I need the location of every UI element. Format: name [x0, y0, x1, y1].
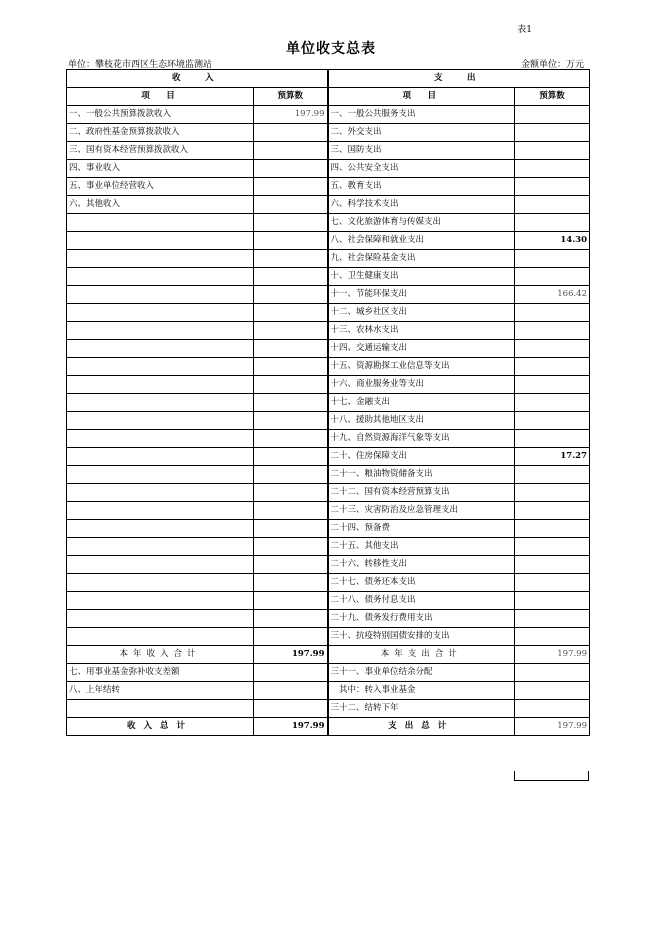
income-value-cell: [254, 556, 328, 574]
section-header-row: [67, 70, 590, 88]
expense-item-cell: 二十二、国有资本经营预算支出: [328, 484, 515, 502]
expense-item-cell: 五、教育支出: [328, 178, 515, 196]
expense-value-cell: [515, 520, 590, 538]
income-budget-header: 预算数: [254, 88, 328, 106]
income-item-cell: [67, 376, 254, 394]
expense-item-cell: 二十一、粮油物资储备支出: [328, 466, 515, 484]
income-item-cell: 一、一般公共预算拨款收入: [67, 106, 254, 124]
income-item-cell: [67, 538, 254, 556]
expense-item-cell: 十四、交通运输支出: [328, 340, 515, 358]
income-section-header: 收 入: [67, 70, 328, 88]
expense-item-cell: 十三、农林水支出: [328, 322, 515, 340]
budget-table: [66, 69, 590, 736]
income-item-cell: 五、事业单位经营收入: [67, 178, 254, 196]
income-item-cell: [67, 628, 254, 646]
table-row: [67, 250, 590, 268]
income-value-cell: [254, 250, 328, 268]
expense-value-cell: [515, 466, 590, 484]
income-item-cell: [67, 286, 254, 304]
expense-item-cell: 二十九、债务发行费用支出: [328, 610, 515, 628]
expense-item-cell: 十八、援助其他地区支出: [328, 412, 515, 430]
expense-item-cell: 四、公共安全支出: [328, 160, 515, 178]
income-value-cell: 197.99: [254, 106, 328, 124]
expense-item-cell: 三十二、结转下年: [328, 700, 515, 718]
income-value-cell: [254, 610, 328, 628]
expense-item-cell: 二、外交支出: [328, 124, 515, 142]
table-row: [67, 628, 590, 646]
expense-item-cell: 八、社会保障和就业支出: [328, 232, 515, 250]
income-total-label: 收入总计: [67, 718, 254, 736]
table-row: [67, 484, 590, 502]
income-value-cell: [254, 628, 328, 646]
table-number: 表1: [517, 25, 532, 35]
table-row: [67, 574, 590, 592]
table-row: [67, 394, 590, 412]
income-value-cell: [254, 484, 328, 502]
expense-item-cell: 十二、城乡社区支出: [328, 304, 515, 322]
income-value-cell: [254, 430, 328, 448]
income-item-cell: [67, 502, 254, 520]
income-value-cell: [254, 592, 328, 610]
expense-item-cell: 二十三、灾害防治及应急管理支出: [328, 502, 515, 520]
expense-item-cell: 二十五、其他支出: [328, 538, 515, 556]
income-item-cell: [67, 574, 254, 592]
income-subtotal-label: 本年收入合计: [67, 646, 254, 664]
income-item-cell: [67, 358, 254, 376]
expense-item-cell: 三、国防支出: [328, 142, 515, 160]
income-value-cell: [254, 304, 328, 322]
table-row: [67, 106, 590, 124]
income-item-cell: [67, 610, 254, 628]
table-row: [67, 304, 590, 322]
expense-value-cell: 17.27: [515, 448, 590, 466]
table-row: [67, 322, 590, 340]
expense-section-header: 支 出: [328, 70, 590, 88]
income-item-cell: [67, 448, 254, 466]
table-row: [67, 214, 590, 232]
expense-value-cell: [515, 376, 590, 394]
expense-item-cell: 一、一般公共服务支出: [328, 106, 515, 124]
expense-item-header: 项 目: [328, 88, 515, 106]
expense-item-cell: 二十四、预备费: [328, 520, 515, 538]
table-row: [67, 268, 590, 286]
income-item-cell: 三、国有资本经营预算拨款收入: [67, 142, 254, 160]
expense-value-cell: [515, 124, 590, 142]
income-item-cell: [67, 430, 254, 448]
income-value-cell: [254, 268, 328, 286]
expense-item-cell: 十、卫生健康支出: [328, 268, 515, 286]
expense-value-cell: [515, 322, 590, 340]
expense-subtotal-value: 197.99: [515, 646, 590, 664]
income-value-cell: [254, 124, 328, 142]
table-row: [67, 124, 590, 142]
expense-item-cell: 九、社会保险基金支出: [328, 250, 515, 268]
income-value-cell: [254, 142, 328, 160]
income-value-cell: [254, 502, 328, 520]
income-value-cell: [254, 466, 328, 484]
table-row: [67, 502, 590, 520]
expense-item-cell: 十九、自然资源海洋气象等支出: [328, 430, 515, 448]
income-item-cell: 四、事业收入: [67, 160, 254, 178]
table-row: [67, 178, 590, 196]
table-row: [67, 610, 590, 628]
table-row: [67, 196, 590, 214]
income-item-cell: [67, 700, 254, 718]
expense-item-cell: 六、科学技术支出: [328, 196, 515, 214]
expense-value-cell: [515, 106, 590, 124]
income-total-value: 197.99: [254, 718, 328, 736]
expense-item-cell: 七、文化旅游体育与传媒支出: [328, 214, 515, 232]
income-item-cell: [67, 520, 254, 538]
expense-value-cell: [515, 700, 590, 718]
income-value-cell: [254, 322, 328, 340]
income-value-cell: [254, 340, 328, 358]
expense-value-cell: [515, 502, 590, 520]
expense-value-cell: [515, 610, 590, 628]
expense-item-cell: 二十八、债务付息支出: [328, 592, 515, 610]
income-item-cell: [67, 466, 254, 484]
income-item-cell: [67, 214, 254, 232]
income-value-cell: [254, 196, 328, 214]
income-item-cell: [67, 556, 254, 574]
income-item-cell: 八、上年结转: [67, 682, 254, 700]
income-value-cell: [254, 412, 328, 430]
expense-value-cell: [515, 304, 590, 322]
expense-value-cell: [515, 214, 590, 232]
table-row: [67, 232, 590, 250]
income-value-cell: [254, 376, 328, 394]
table-row: [67, 556, 590, 574]
income-value-cell: [254, 286, 328, 304]
expense-value-cell: [515, 160, 590, 178]
income-value-cell: [254, 520, 328, 538]
income-item-cell: [67, 232, 254, 250]
income-item-cell: [67, 340, 254, 358]
table-row: [67, 682, 590, 700]
income-item-cell: [67, 268, 254, 286]
expense-value-cell: [515, 196, 590, 214]
expense-subtotal-label: 本年支出合计: [328, 646, 515, 664]
income-value-cell: [254, 538, 328, 556]
expense-item-cell: 三十一、事业单位结余分配: [328, 664, 515, 682]
table-row: [67, 160, 590, 178]
expense-value-cell: [515, 484, 590, 502]
income-value-cell: [254, 178, 328, 196]
expense-value-cell: [515, 358, 590, 376]
expense-value-cell: [515, 628, 590, 646]
table-row: [67, 592, 590, 610]
income-item-cell: [67, 250, 254, 268]
income-value-cell: [254, 160, 328, 178]
table-row: [67, 538, 590, 556]
expense-value-cell: 14.30: [515, 232, 590, 250]
expense-value-cell: [515, 430, 590, 448]
income-value-cell: [254, 448, 328, 466]
income-item-cell: [67, 322, 254, 340]
expense-item-cell: 二十七、债务还本支出: [328, 574, 515, 592]
expense-total-value: 197.99: [515, 718, 590, 736]
table-row: [67, 412, 590, 430]
expense-item-cell: 其中：转入事业基金: [328, 682, 515, 700]
expense-value-cell: [515, 142, 590, 160]
income-value-cell: [254, 682, 328, 700]
expense-total-label: 支出总计: [328, 718, 515, 736]
expense-value-cell: [515, 268, 590, 286]
expense-value-cell: [515, 250, 590, 268]
table-row: [67, 286, 590, 304]
unit-label: 单位：攀枝花市西区生态环境监测站: [68, 60, 213, 70]
income-item-cell: 七、用事业基金弥补收支差额: [67, 664, 254, 682]
income-value-cell: [254, 214, 328, 232]
expense-budget-header: 预算数: [515, 88, 590, 106]
subtotal-row: [67, 646, 590, 664]
income-value-cell: [254, 574, 328, 592]
expense-value-cell: [515, 592, 590, 610]
income-item-cell: [67, 394, 254, 412]
money-unit-label: 金额单位：万元: [520, 60, 584, 70]
expense-item-cell: 二十、住房保障支出: [328, 448, 515, 466]
income-value-cell: [254, 232, 328, 250]
expense-value-cell: [515, 574, 590, 592]
income-item-cell: [67, 304, 254, 322]
table-row: [67, 376, 590, 394]
income-item-cell: [67, 412, 254, 430]
income-value-cell: [254, 394, 328, 412]
income-item-cell: 二、政府性基金预算拨款收入: [67, 124, 254, 142]
income-item-cell: 六、其他收入: [67, 196, 254, 214]
expense-value-cell: [515, 340, 590, 358]
expense-item-cell: 十五、资源勘探工业信息等支出: [328, 358, 515, 376]
table-row: [67, 520, 590, 538]
table-row: [67, 430, 590, 448]
table-row: [67, 664, 590, 682]
expense-value-cell: [515, 682, 590, 700]
table-row: [67, 700, 590, 718]
expense-item-cell: 二十六、转移性支出: [328, 556, 515, 574]
expense-value-cell: 166.42: [515, 286, 590, 304]
income-value-cell: [254, 664, 328, 682]
expense-value-cell: [515, 178, 590, 196]
table-row: [67, 358, 590, 376]
table-row: [67, 340, 590, 358]
expense-item-cell: 十六、商业服务业等支出: [328, 376, 515, 394]
page-title: 单位收支总表: [286, 41, 376, 57]
expense-value-cell: [515, 556, 590, 574]
income-value-cell: [254, 700, 328, 718]
expense-value-cell: [515, 538, 590, 556]
income-item-cell: [67, 484, 254, 502]
table-row: [67, 448, 590, 466]
expense-item-cell: 三十、抗疫特别国债安排的支出: [328, 628, 515, 646]
expense-item-cell: 十一、节能环保支出: [328, 286, 515, 304]
expense-value-cell: [515, 664, 590, 682]
expense-item-cell: 十七、金融支出: [328, 394, 515, 412]
column-header-row: [67, 88, 590, 106]
table-row: [67, 142, 590, 160]
income-subtotal-value: 197.99: [254, 646, 328, 664]
table-footer-cell: [514, 771, 589, 781]
total-row: [67, 718, 590, 736]
income-value-cell: [254, 358, 328, 376]
expense-value-cell: [515, 412, 590, 430]
table-row: [67, 466, 590, 484]
expense-value-cell: [515, 394, 590, 412]
income-item-header: 项 目: [67, 88, 254, 106]
income-item-cell: [67, 592, 254, 610]
